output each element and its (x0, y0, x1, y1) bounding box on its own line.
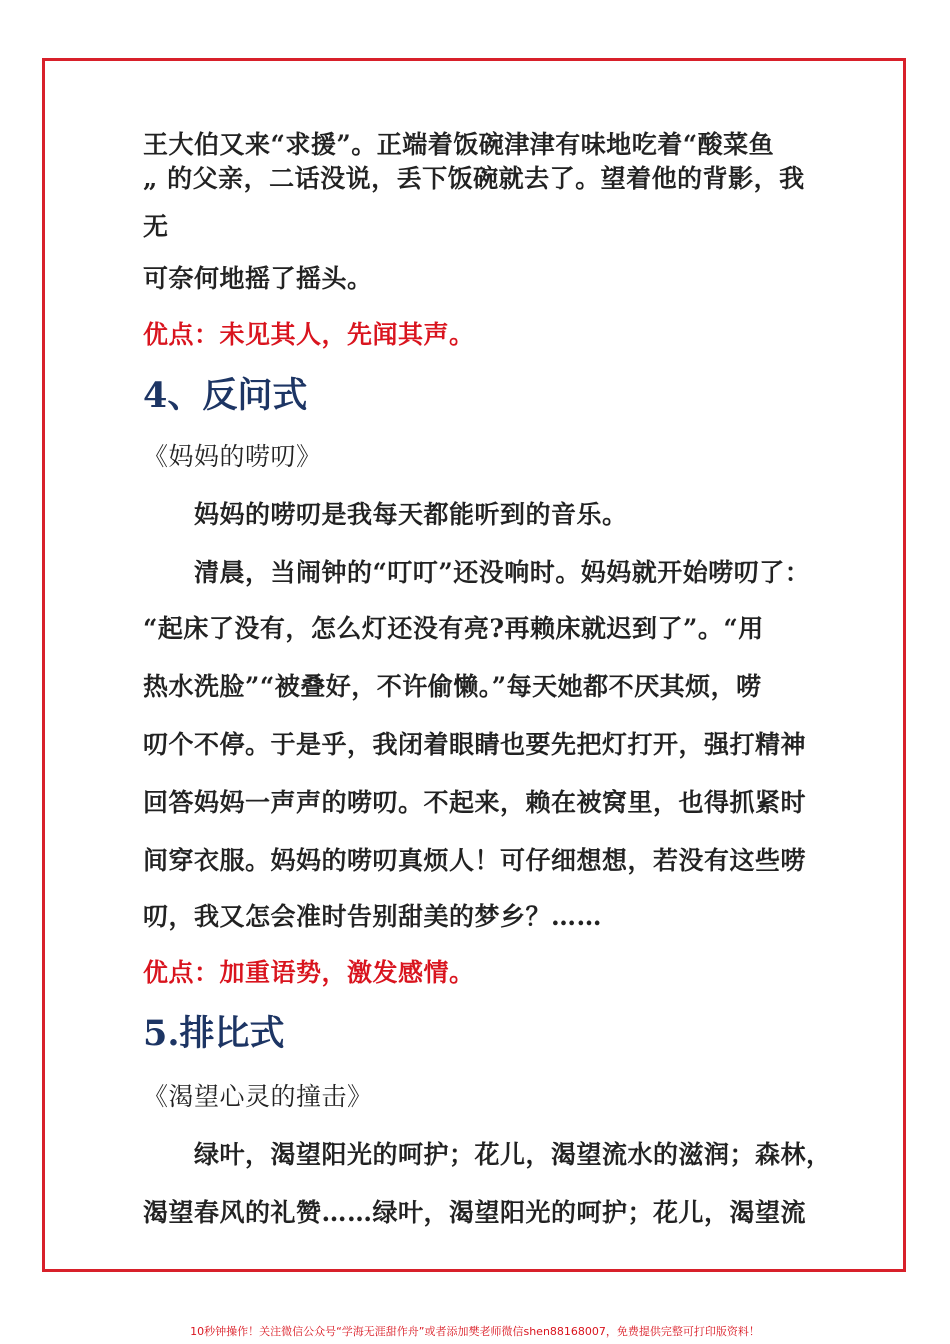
merit-note: 优点：未见其人，先闻其声。 (143, 320, 475, 349)
text-line: 清晨，当闹钟的“叮叮”还没响时。妈妈就开始唠叨了： (194, 558, 811, 587)
text-line: “起床了没有，怎么灯还没有亮?再赖床就迟到了”。“用 (143, 614, 764, 643)
text-line: 叨个不停。于是乎，我闭着眼睛也要先把灯打开，强打精神 (143, 730, 807, 759)
section-heading-5: 5.排比式 (143, 1013, 285, 1054)
text-line: 间穿衣服。妈妈的唠叨真烦人！可仔细想想，若没有这些唠 (143, 846, 807, 875)
article-title: 《妈妈的唠叨》 (143, 442, 322, 471)
footer-notice: 10秒钟操作！关注微信公众号“学海无涯甜作舟”或者添加樊老师微信shen88168007，免费提供完整可打印版资料！ (190, 1325, 760, 1338)
text-line: „ 的父亲，二话没说，丢下饭碗就去了。望着他的背影，我 (143, 164, 805, 193)
text-line: 渴望春风的礼赞……绿叶，渴望阳光的呵护；花儿，渴望流 (143, 1198, 807, 1227)
text-line: 无 (143, 212, 169, 241)
text-line: 叨，我又怎会准时告别甜美的梦乡？…… (143, 902, 603, 931)
section-heading-4: 4、反问式 (143, 375, 308, 416)
text-line: 妈妈的唠叨是我每天都能听到的音乐。 (194, 500, 628, 529)
text-line: 回答妈妈一声声的唠叨。不起来，赖在被窝里，也得抓紧时 (143, 788, 807, 817)
article-title: 《渴望心灵的撞击》 (143, 1082, 373, 1111)
text-line: 绿叶，渴望阳光的呵护；花儿，渴望流水的滋润；森林， (194, 1140, 832, 1169)
text-line: 可奈何地摇了摇头。 (143, 264, 373, 293)
text-line: 热水洗脸”“被叠好，不许偷懒。”每天她都不厌其烦，唠 (143, 672, 762, 701)
text-line: 王大伯又来“求援”。正端着饭碗津津有味地吃着“酸菜鱼 (143, 130, 775, 159)
merit-note: 优点：加重语势，激发感情。 (143, 958, 475, 987)
